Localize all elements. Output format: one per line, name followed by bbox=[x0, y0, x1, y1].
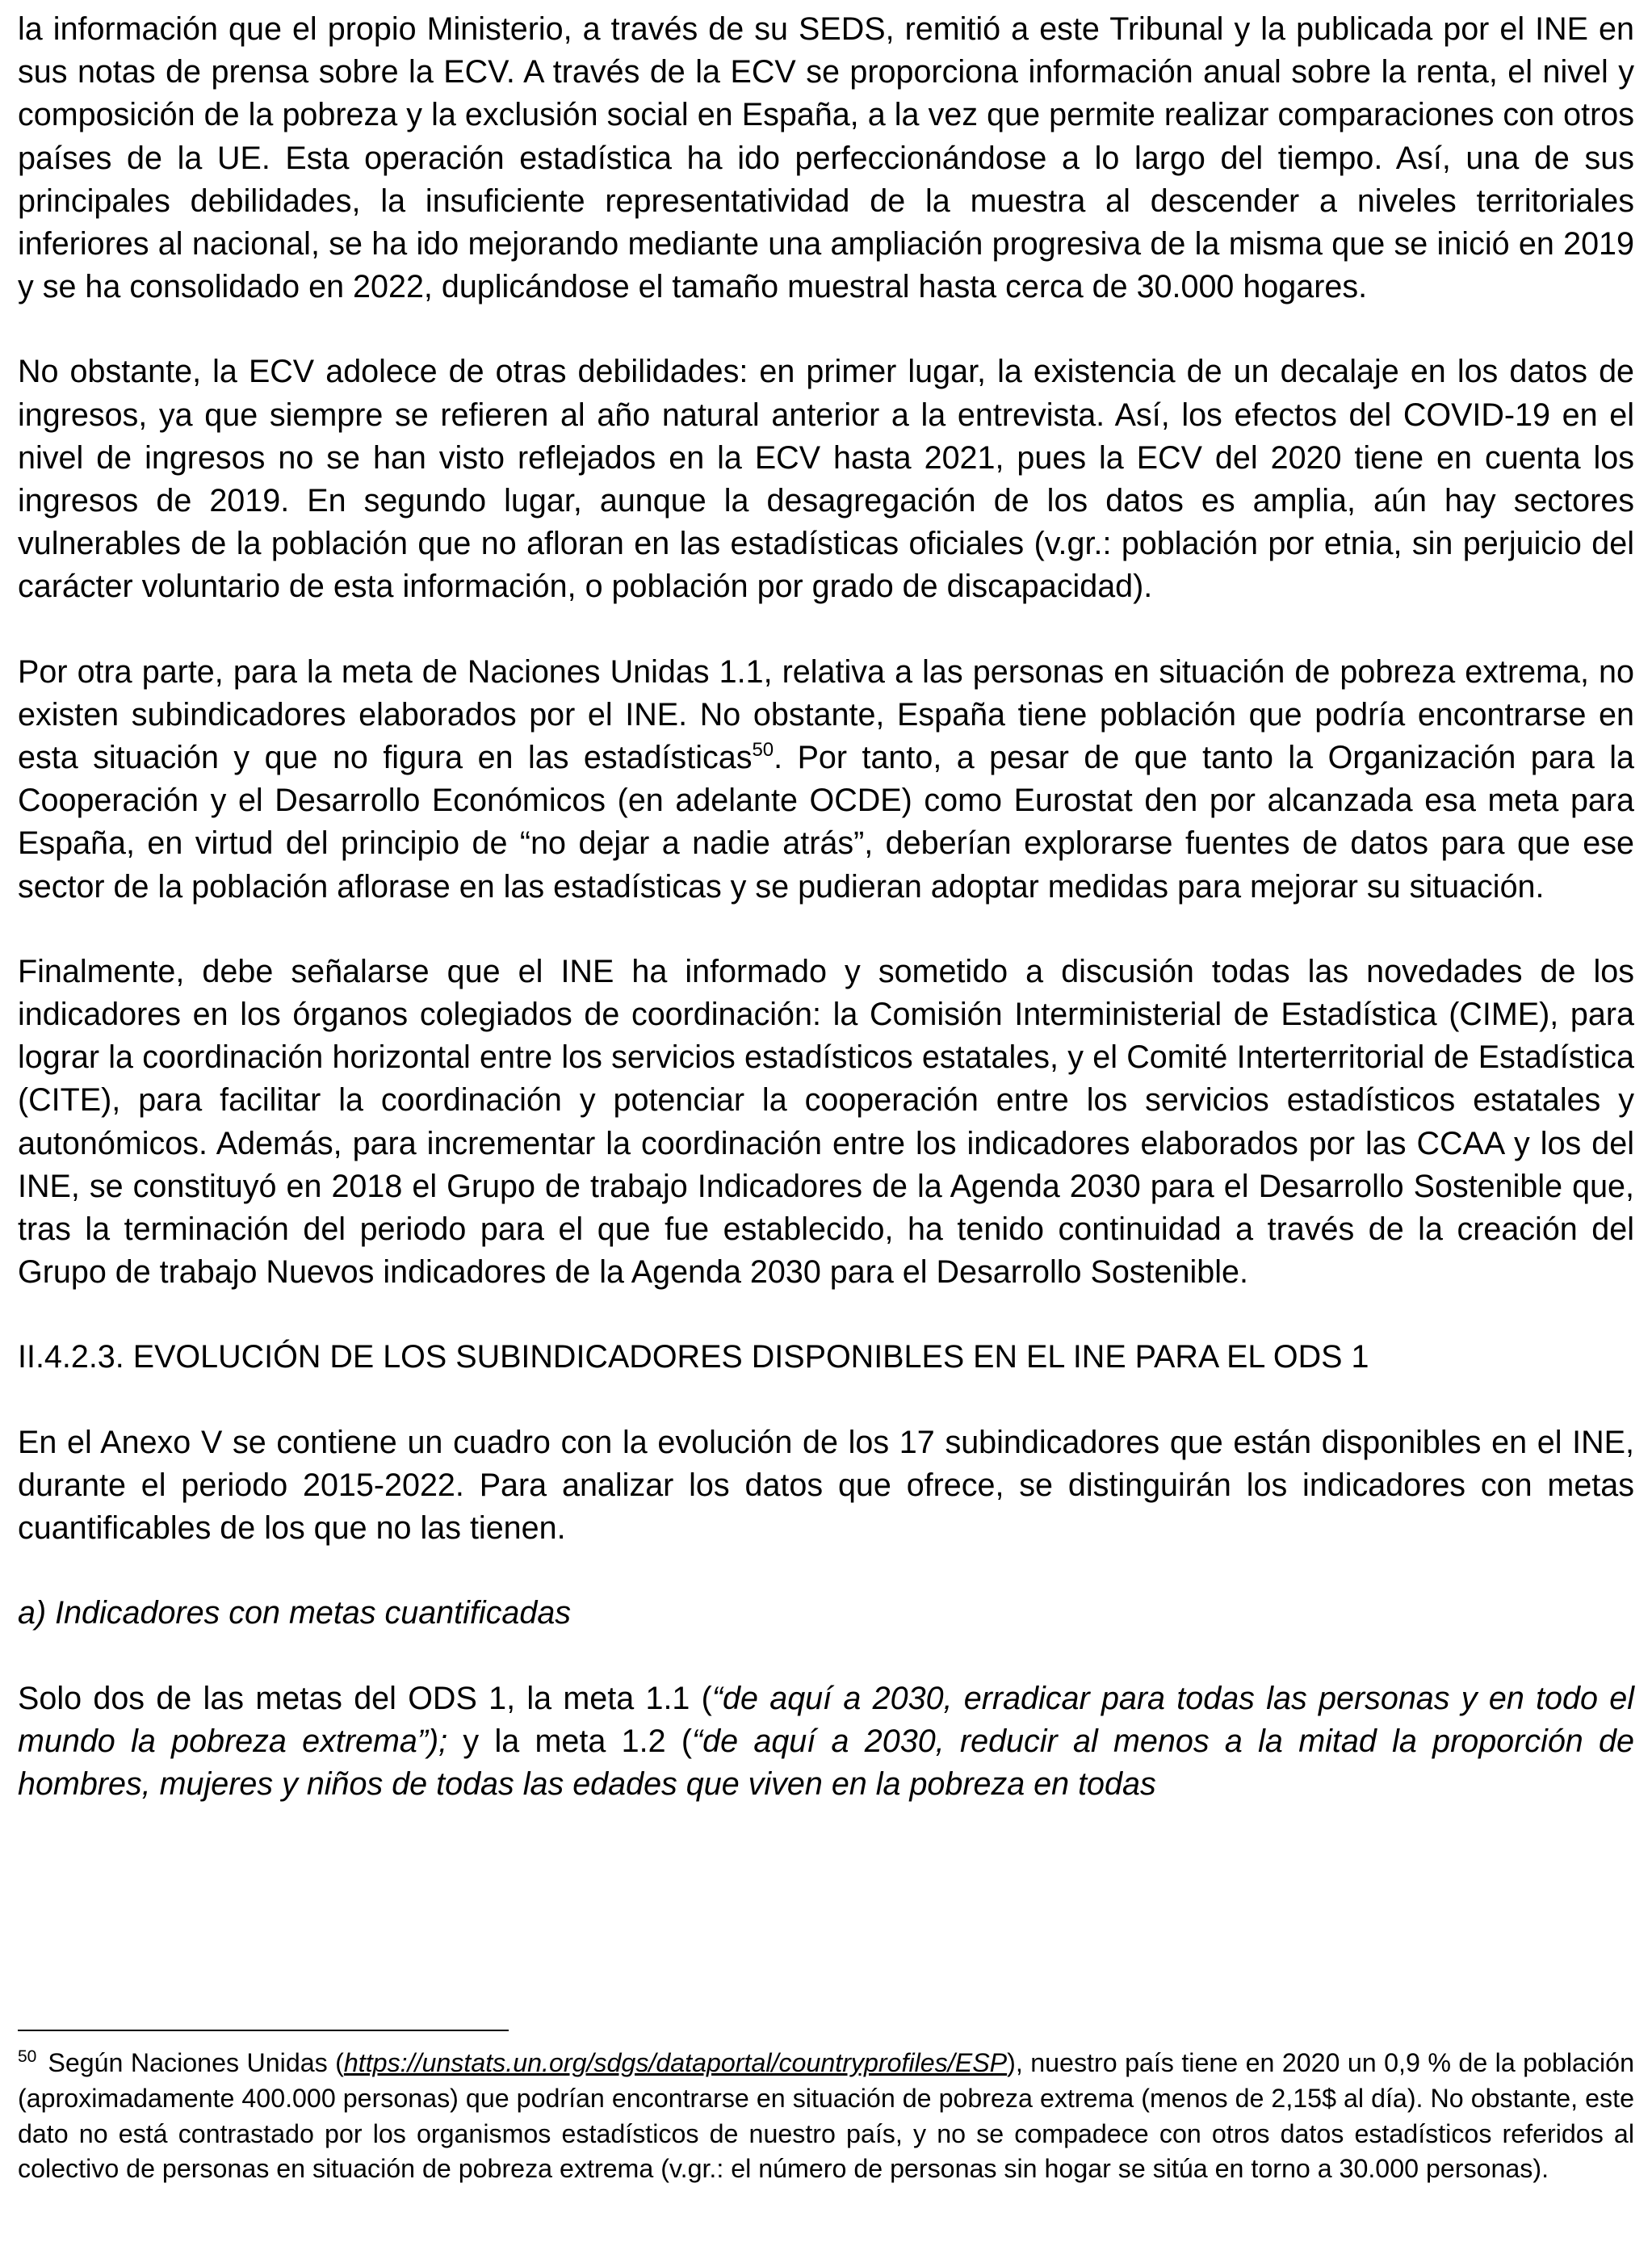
paragraph-extreme-poverty bbox=[18, 651, 1634, 909]
footnote-text-2: ), nuestro país tiene en 2020 un 0,9 % de la población (aproximadamente 400.000 personas) que podrían encontrarse en situación de pobreza extrema (menos de 2,15$ al día). No obstante, este dato no está contrastado por los organismos estadísticos de nuestro país, y no se compadece con otros datos estadísticos referidos al colectivo de personas en situación de pobreza extrema (v.gr.: el número de personas sin hogar se sitúa en torno a 30.000 personas). bbox=[18, 2048, 1634, 2184]
footnote-50 bbox=[18, 2046, 1634, 2187]
footnote-link[interactable]: https://unstats.un.org/sdgs/dataportal/countryprofiles/ESP bbox=[343, 2048, 1008, 2077]
footnote-separator bbox=[18, 2030, 509, 2031]
document-page bbox=[18, 8, 1634, 1806]
paragraph-quantified-goals-text-2: y la meta 1.2 ( bbox=[447, 1723, 692, 1759]
footnote-reference-50[interactable]: 50 bbox=[752, 739, 774, 762]
paragraph-ecv-weaknesses: No obstante, la ECV adolece de otras debilidades: en primer lugar, la existencia de un decalaje en los datos de ingresos, ya que siempre se refieren al año natural anterior a la entrevista. Así, los efectos del COVID-19 en el nivel de ingresos no se han visto reflejados en la ECV hasta 2021, pues la ECV del 2020 tiene en cuenta los ingresos de 2019. En segundo lugar, aunque la desagregación de los datos es amplia, aún hay sectores vulnerables de la población que no afloran en las estadísticas oficiales (v.gr.: población por etnia, sin perjuicio del carácter voluntario de esta información, o población por grado de discapacidad). bbox=[18, 354, 1634, 605]
paragraph-annex-v: En el Anexo V se contiene un cuadro con la evolución de los 17 subindicadores que están disponibles en el INE, durante el periodo 2015-2022. Para analizar los datos que ofrece, se distinguirán los indicadores con metas cuantificables de los que no las tienen. bbox=[18, 1424, 1634, 1547]
quote-goal-1-1: “de aquí a 2030, erradicar para todas las personas y en todo el mundo la pobreza extrema”); bbox=[18, 1680, 1634, 1759]
paragraph-extreme-poverty-text-2: . Por tanto, a pesar de que tanto la Organización para la Cooperación y el Desarrollo Económicos (en adelante OCDE) como Eurostat den por alcanzada esa meta para España, en virtud del principio de “no dejar a nadie atrás”, deberían explorarse fuentes de datos para que ese sector de la población aflorase en las estadísticas y se pudieran adoptar medidas para mejorar su situación. bbox=[18, 740, 1634, 905]
section-heading: II.4.2.3. EVOLUCIÓN DE LOS SUBINDICADORES DISPONIBLES EN EL INE PARA EL ODS 1 bbox=[18, 1339, 1369, 1375]
paragraph-ecv-info: la información que el propio Ministerio, a través de su SEDS, remitió a este Tribunal y la publicada por el INE en sus notas de prensa sobre la ECV. A través de la ECV se proporciona información anual sobre la renta, el nivel y composición de la pobreza y la exclusión social en España, a la vez que permite realizar comparaciones con otros países de la UE. Esta operación estadística ha ido perfeccionándose a lo largo del tiempo. Así, una de sus principales debilidades, la insuficiente representatividad de la muestra al descender a niveles territoriales inferiores al nacional, se ha ido mejorando mediante una ampliación progresiva de la misma que se inició en 2019 y se ha consolidado en 2022, duplicándose el tamaño muestral hasta cerca de 30.000 hogares. bbox=[18, 11, 1634, 305]
paragraph-coordination: Finalmente, debe señalarse que el INE ha informado y sometido a discusión todas las novedades de los indicadores en los órganos colegiados de coordinación: la Comisión Interministerial de Estadística (CIME), para lograr la coordinación horizontal entre los servicios estadísticos estatales, y el Comité Interterritorial de Estadística (CITE), para facilitar la coordinación y potenciar la cooperación entre los servicios estadísticos estatales y autonómicos. Además, para incrementar la coordinación entre los indicadores elaborados por las CCAA y los del INE, se constituyó en 2018 el Grupo de trabajo Indicadores de la Agenda 2030 para el Desarrollo Sostenible que, tras la terminación del periodo para el que fue establecido, ha tenido continuidad a través de la creación del Grupo de trabajo Nuevos indicadores de la Agenda 2030 para el Desarrollo Sostenible. bbox=[18, 953, 1634, 1291]
quote-goal-1-2: “de aquí a 2030, reducir al menos a la mitad la proporción de hombres, mujeres y niños de todas las edades que viven en la pobreza en todas bbox=[18, 1723, 1634, 1802]
subsection-heading: a) Indicadores con metas cuantificadas bbox=[18, 1595, 572, 1631]
footnote-number: 50 bbox=[18, 2047, 37, 2066]
paragraph-quantified-goals-text-1: Solo dos de las metas del ODS 1, la meta 1.1 ( bbox=[18, 1680, 712, 1716]
paragraph-quantified-goals bbox=[18, 1677, 1634, 1807]
paragraph-extreme-poverty-text-1: Por otra parte, para la meta de Naciones Unidas 1.1, relativa a las personas en situación de pobreza extrema, no existen subindicadores elaborados por el INE. No obstante, España tiene población que podría encontrarse en esta situación y que no figura en las estadísticas bbox=[18, 653, 1634, 776]
footnote-text-1: Según Naciones Unidas ( bbox=[48, 2048, 344, 2077]
